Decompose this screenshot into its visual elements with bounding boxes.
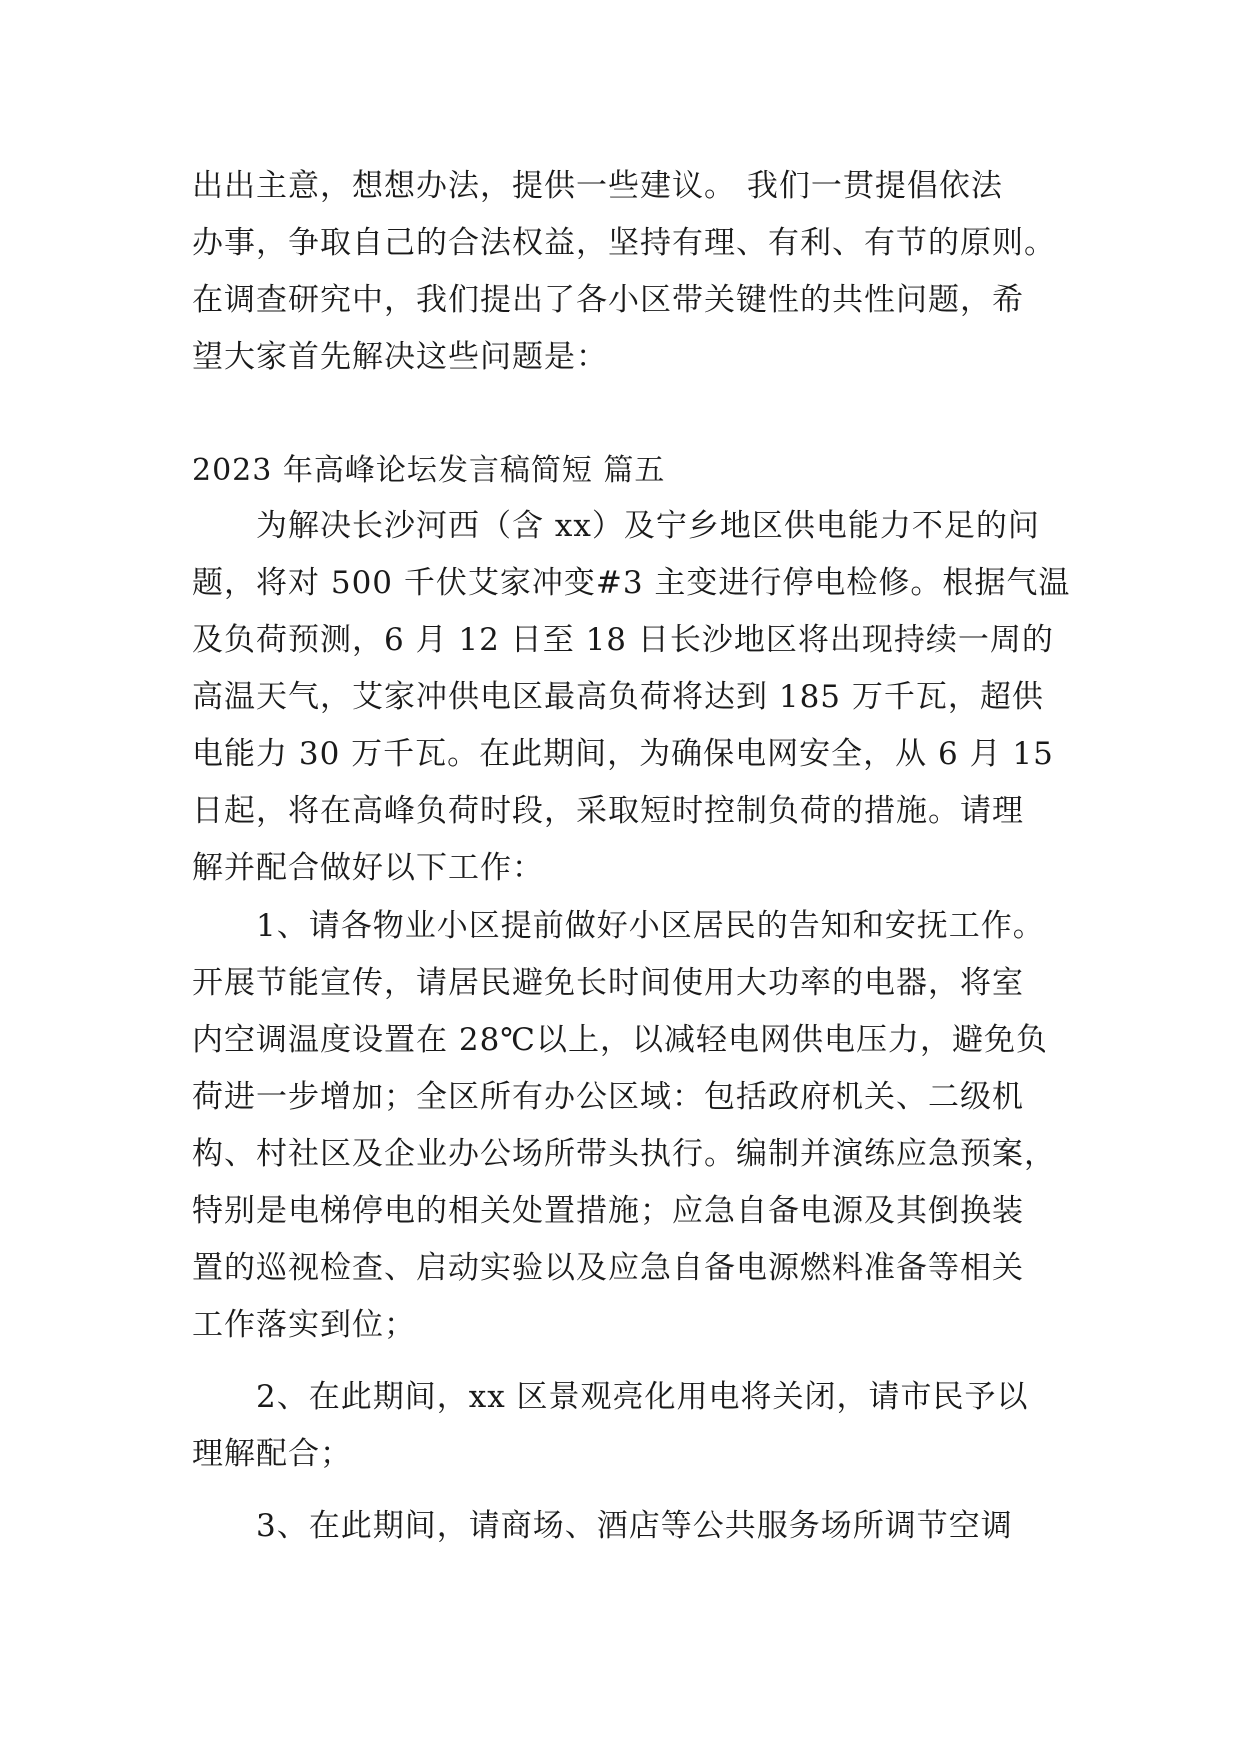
- item-2-line-2: 理解配合；: [192, 1436, 352, 1472]
- item-1-line-7: 置的巡视检查、启动实验以及应急自备电源燃料准备等相关: [192, 1250, 1024, 1286]
- body-line-4: 高温天气，艾家冲供电区最高负荷将达到 185 万千瓦，超供: [192, 679, 1044, 715]
- item-1-line-4: 荷进一步增加；全区所有办公区域：包括政府机关、二级机: [192, 1079, 1024, 1115]
- intro-line-3: 在调查研究中，我们提出了各小区带关键性的共性问题，希: [192, 282, 1024, 318]
- body-line-6: 日起，将在高峰负荷时段，采取短时控制负荷的措施。请理: [192, 793, 1024, 829]
- body-line-1: 为解决长沙河西（含 xx）及宁乡地区供电能力不足的问: [256, 508, 1040, 544]
- item-1-line-1: 1、请各物业小区提前做好小区居民的告知和安抚工作。: [256, 908, 1045, 944]
- item-3-line-1: 3、在此期间，请商场、酒店等公共服务场所调节空调: [256, 1508, 1013, 1544]
- item-1-line-3: 内空调温度设置在 28℃以上，以减轻电网供电压力，避免负: [192, 1022, 1048, 1058]
- item-1-line-8: 工作落实到位；: [192, 1307, 416, 1343]
- body-line-3: 及负荷预测，6 月 12 日至 18 日长沙地区将出现持续一周的: [192, 622, 1054, 658]
- item-1-line-6: 特别是电梯停电的相关处置措施；应急自备电源及其倒换装: [192, 1193, 1024, 1229]
- item-1-line-2: 开展节能宣传，请居民避免长时间使用大功率的电器，将室: [192, 965, 1024, 1001]
- body-line-5: 电能力 30 万千瓦。在此期间，为确保电网安全，从 6 月 15: [192, 736, 1054, 772]
- body-line-2: 题，将对 500 千伏艾家冲变#3 主变进行停电检修。根据气温: [192, 565, 1071, 601]
- intro-line-1: 出出主意，想想办法，提供一些建议。 我们一贯提倡依法: [192, 168, 1003, 204]
- intro-line-2: 办事，争取自己的合法权益，坚持有理、有利、有节的原则。: [192, 225, 1056, 261]
- section-heading: 2023 年高峰论坛发言稿简短 篇五: [192, 453, 666, 488]
- item-2-line-1: 2、在此期间，xx 区景观亮化用电将关闭，请市民予以: [256, 1379, 1029, 1415]
- intro-line-4: 望大家首先解决这些问题是：: [192, 339, 608, 375]
- body-line-7: 解并配合做好以下工作：: [192, 850, 544, 886]
- item-1-line-5: 构、村社区及企业办公场所带头执行。编制并演练应急预案，: [192, 1136, 1056, 1172]
